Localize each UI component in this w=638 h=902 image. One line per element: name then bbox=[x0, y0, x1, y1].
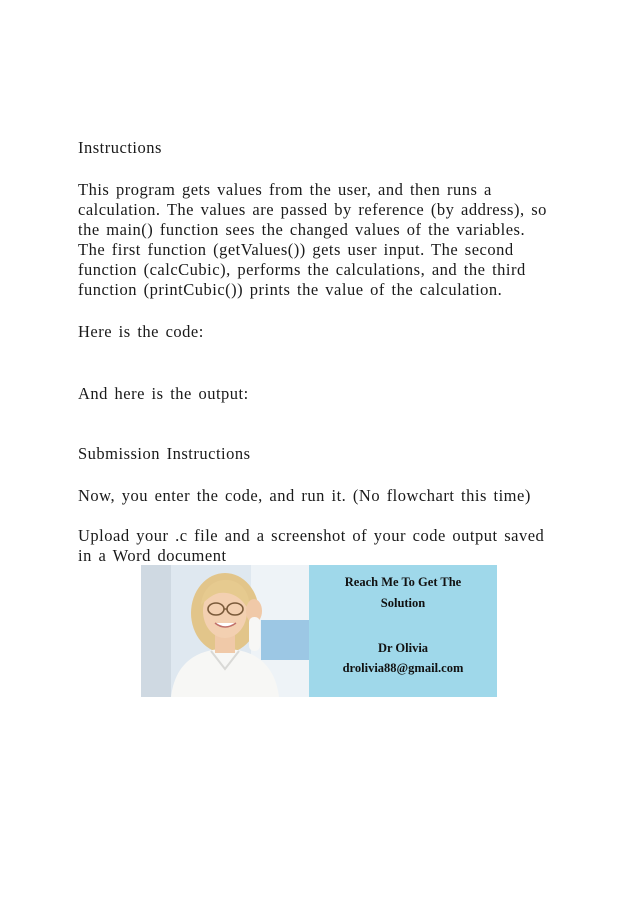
submission-heading: Submission Instructions bbox=[78, 444, 251, 463]
upload-line: Upload your .c file and a screenshot of your code output saved bbox=[78, 526, 545, 545]
output-label: And here is the output: bbox=[78, 384, 249, 403]
contact-name: Dr Olivia bbox=[377, 641, 429, 655]
instructions-heading: Instructions bbox=[78, 138, 162, 157]
submission-paragraph: Now, you enter the code, and run it. (No flowchart this time) bbox=[78, 486, 531, 505]
contact-panel bbox=[309, 565, 497, 697]
description-line: the main() function sees the changed values of the variables. bbox=[78, 220, 526, 239]
description-line: This program gets values from the user, and then runs a bbox=[78, 180, 492, 199]
description-line: calculation. The values are passed by reference (by address), so bbox=[78, 200, 547, 219]
banner-subline: Solution bbox=[380, 596, 426, 610]
code-label: Here is the code: bbox=[78, 322, 204, 341]
contact-banner bbox=[141, 565, 497, 697]
upload-instructions bbox=[78, 526, 578, 566]
banner-headline: Reach Me To Get The bbox=[344, 575, 462, 589]
description-line: The first function (getValues()) gets user input. The second bbox=[78, 240, 514, 259]
description-line: function (calcCubic), performs the calculations, and the third bbox=[78, 260, 526, 279]
description-line: function (printCubic()) prints the value of the calculation. bbox=[78, 280, 503, 299]
program-description bbox=[78, 180, 578, 300]
upload-line: in a Word document bbox=[78, 546, 227, 565]
woman-photo bbox=[141, 565, 309, 697]
woman-illustration bbox=[141, 565, 309, 697]
contact-email[interactable]: drolivia88@gmail.com bbox=[342, 661, 464, 675]
